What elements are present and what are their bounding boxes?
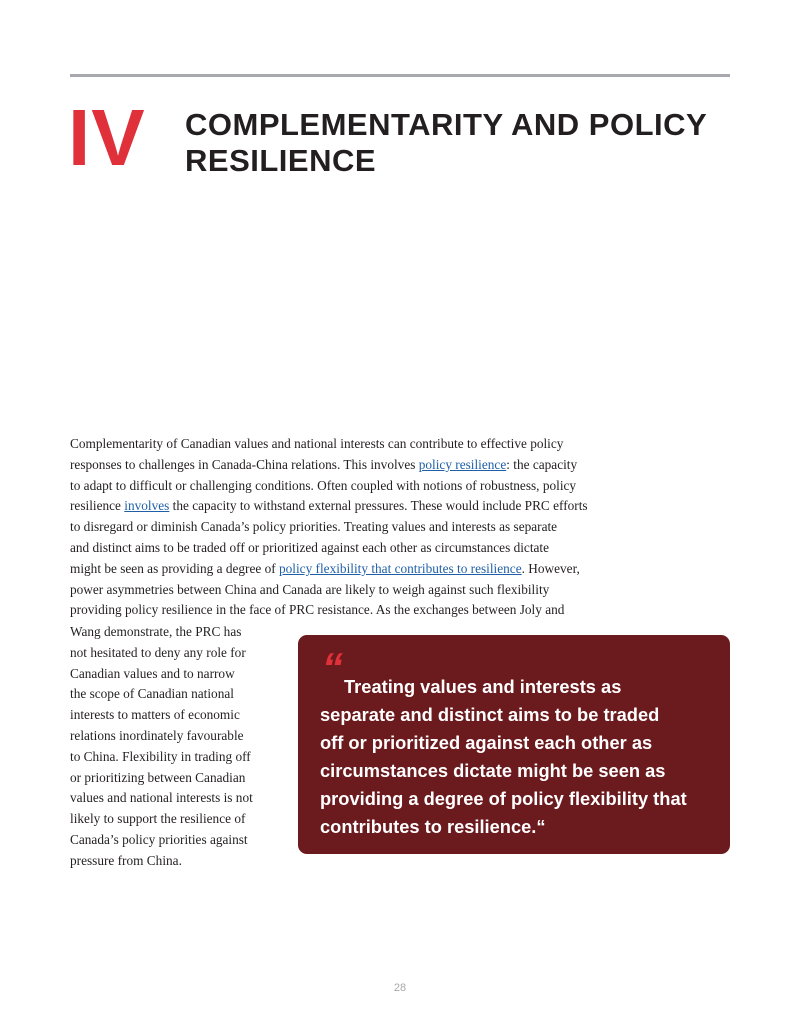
body-line: the scope of Canadian national	[70, 686, 234, 702]
section-title	[185, 107, 745, 179]
top-divider-rule	[70, 74, 730, 77]
inline-link[interactable]: policy resilience	[418, 456, 507, 472]
body-line	[70, 496, 615, 517]
pull-quote-text	[320, 673, 720, 841]
body-line	[70, 580, 615, 601]
body-paragraph	[70, 434, 615, 621]
body-line: relations inordinately favourable	[70, 727, 244, 743]
body-text-run: to disregard or diminish Canada’s policy priorities. Treating values and interests as separate	[70, 519, 558, 535]
body-line	[70, 434, 615, 455]
body-text-run: to adapt to difficult or challenging conditions. Often coupled with notions of robustness, policy	[70, 477, 577, 493]
inline-link[interactable]: involves	[124, 498, 170, 514]
body-text-run: providing policy resilience in the face of PRC resistance. As the exchanges between Joly and	[70, 602, 565, 618]
body-line: Canada’s policy priorities against	[70, 831, 248, 847]
body-text-run: : the capacity	[506, 456, 578, 472]
pull-quote-box	[298, 635, 730, 854]
page-number: 28	[393, 982, 407, 994]
inline-link[interactable]: policy flexibility that contributes to resilience	[279, 560, 522, 576]
pull-quote-line: Treating values and interests as	[344, 676, 622, 697]
body-text-run: might be seen as providing a degree of	[70, 560, 279, 576]
body-line: not hesitated to deny any role for	[70, 644, 246, 660]
body-line: likely to support the resilience of	[70, 811, 246, 827]
section-numeral: IV	[68, 93, 146, 182]
body-line	[70, 600, 615, 621]
body-text-run: power asymmetries between China and Canada are likely to weigh against such flexibility	[70, 581, 550, 597]
body-line: values and national interests is not	[70, 790, 253, 806]
section-title-line: COMPLEMENTARITY AND POLICY	[185, 107, 708, 142]
body-text-run: Complementarity of Canadian values and national interests can contribute to effective policy	[70, 436, 564, 451]
pull-quote-line: off or prioritized against each other as	[320, 732, 653, 753]
pull-quote-line: separate and distinct aims to be traded	[320, 704, 660, 725]
body-line	[70, 517, 615, 538]
body-line: Canadian values and to narrow	[70, 665, 235, 681]
pull-quote-line: contributes to resilience.“	[320, 816, 546, 837]
section-title-line: RESILIENCE	[185, 143, 377, 178]
pull-quote-line: circumstances dictate might be seen as	[320, 760, 666, 781]
body-line	[70, 455, 615, 476]
body-line: or prioritizing between Canadian	[70, 769, 246, 785]
body-text-run: and distinct aims to be traded off or prioritized against each other as circumstances dictate	[70, 539, 550, 555]
body-line: pressure from China.	[70, 852, 182, 868]
body-line: to China. Flexibility in trading off	[70, 748, 251, 764]
quote-mark-icon: “	[322, 644, 343, 691]
body-text-run: the capacity to withstand external pressures. These would include PRC efforts	[169, 498, 588, 514]
body-line: interests to matters of economic	[70, 707, 240, 723]
body-text-run: . However,	[521, 560, 580, 576]
body-line	[70, 559, 615, 580]
body-line	[70, 476, 615, 497]
body-line: Wang demonstrate, the PRC has	[70, 624, 242, 639]
body-line	[70, 538, 615, 559]
body-text-run: resilience	[70, 498, 125, 514]
pull-quote-line: providing a degree of policy flexibility that	[320, 788, 687, 809]
body-paragraph-continued	[70, 622, 285, 872]
body-text-run: responses to challenges in Canada-China relations. This involves	[70, 456, 419, 472]
